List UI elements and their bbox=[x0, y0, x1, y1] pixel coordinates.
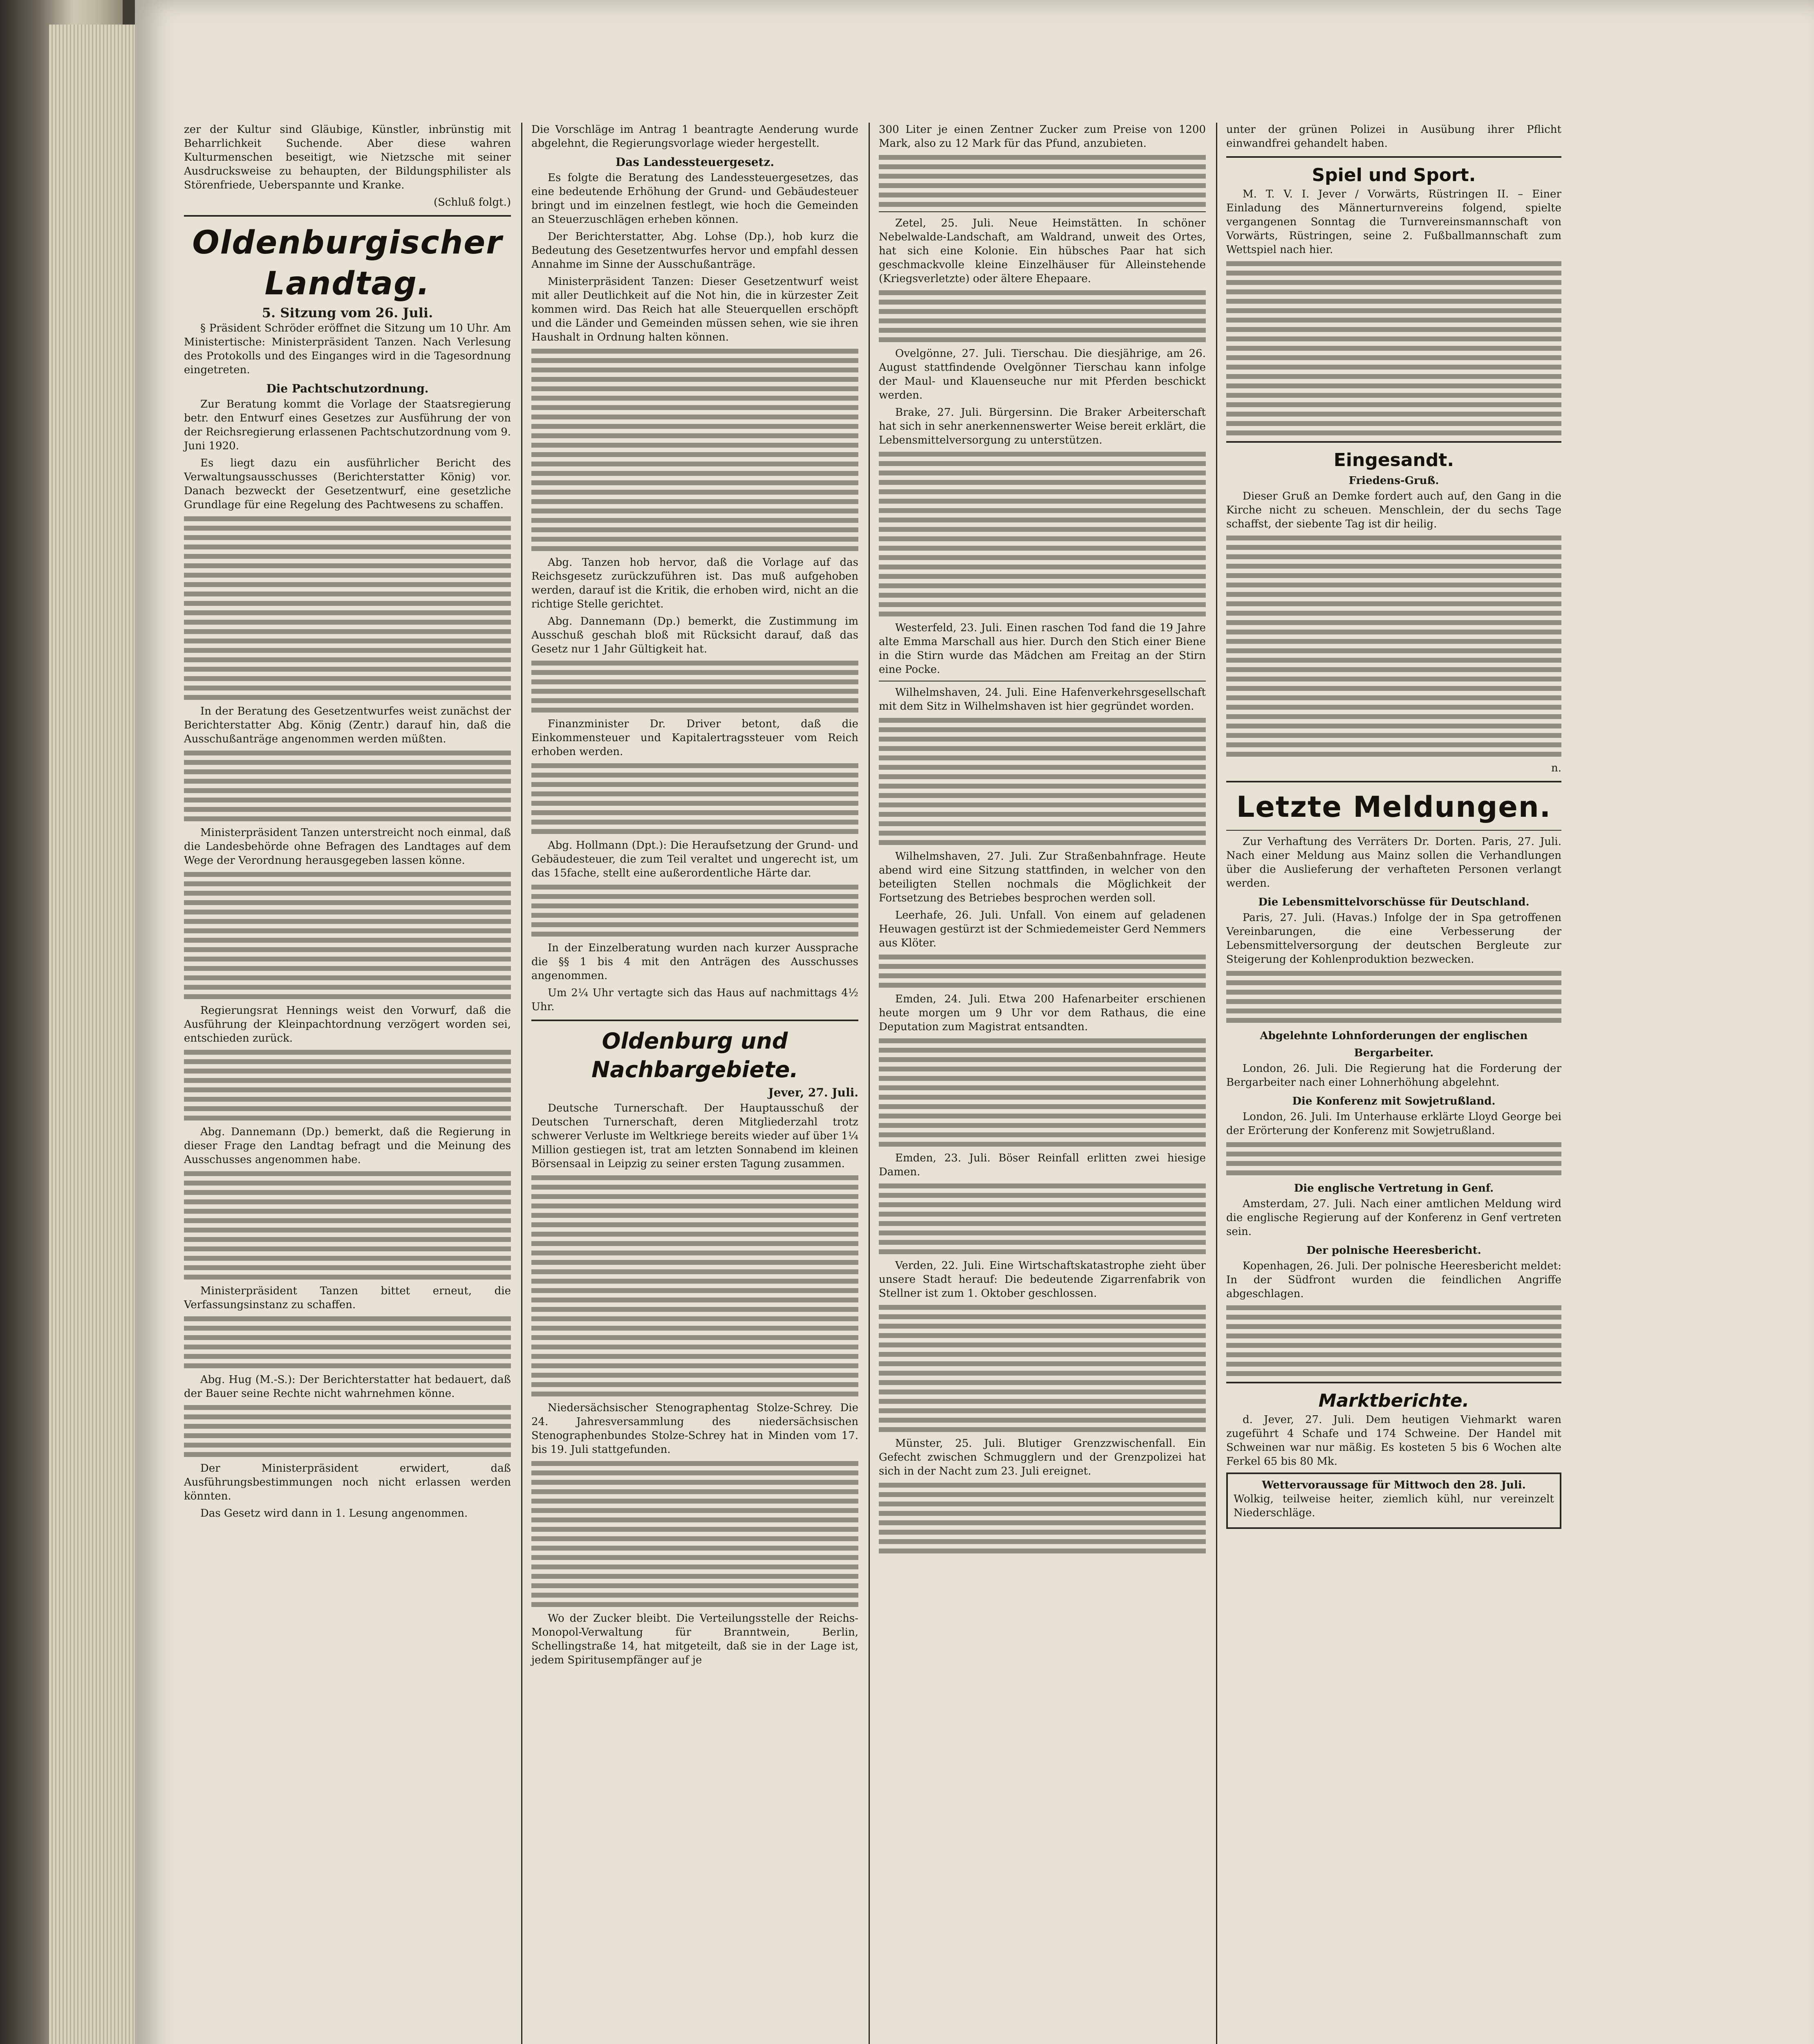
text-block bbox=[1226, 261, 1561, 435]
text-block bbox=[184, 516, 511, 700]
paragraph: Niedersächsischer Stenographentag Stolze-Schrey. Die 24. Jahresversammlung des niedersächsischen Stenographenbundes Stolze-Schrey hat in Minden vom 17. bis 19. Juli stattgefunden. bbox=[531, 1402, 858, 1456]
text-block bbox=[1226, 536, 1561, 757]
text-block bbox=[184, 1405, 511, 1457]
intro-text: zer der Kultur sind Gläubige, Künstler, inbrünstig mit Beharrlichkeit Suchende. Aber diese wahren Kulturmenschen beseitigt, wie Nietzsche mit seiner Ausdrucksweise zu behaupten, der Bildungsphilister als Störenfriede, Ueberspannte und Kranke. bbox=[184, 123, 511, 191]
text-block bbox=[531, 885, 858, 937]
paragraph: Es liegt dazu ein ausführlicher Bericht des Verwaltungsausschusses (Berichterstatter König) vor. Danach bezweckt der Gesetzentwurf, eine gesetzliche Grundlage für eine Regelung des Pachtwesens zu schaffen. bbox=[184, 457, 511, 511]
text-block bbox=[1226, 1305, 1561, 1376]
subheading: Die Lebensmittelvorschüsse für Deutschland. bbox=[1258, 896, 1530, 908]
section-title-oldenburg: Oldenburg und Nachbargebiete. bbox=[591, 1028, 798, 1083]
column-2 bbox=[531, 123, 858, 1670]
paragraph: Zur Verhaftung des Verräters Dr. Dorten. Paris, 27. Juli. Nach einer Meldung aus Mainz sollen die Verhandlungen über die Auslieferung der verhafteten Personen verlangt werden. bbox=[1226, 836, 1561, 890]
divider bbox=[879, 211, 1206, 212]
paragraph: d. Jever, 27. Juli. Dem heutigen Viehmarkt waren zugeführt 4 Schafe und 174 Schweine. Der Handel mit Schweinen war nur mäßig. Es kosteten 5 bis 6 Wochen alte Ferkel 65 bis 80 Mk. bbox=[1226, 1414, 1561, 1468]
column-1 bbox=[184, 123, 511, 1524]
subheading: Friedens-Gruß. bbox=[1348, 475, 1439, 487]
paragraph: London, 26. Juli. Die Regierung hat die Forderung der Bergarbeiter nach einer Lohnerhöhung abgelehnt. bbox=[1226, 1062, 1561, 1089]
divider bbox=[1226, 1382, 1561, 1383]
subheading: Abgelehnte Lohnforderungen der englischen Bergarbeiter. bbox=[1260, 1030, 1528, 1059]
text-block bbox=[531, 1175, 858, 1396]
paragraph: Verden, 22. Juli. Eine Wirtschaftskatastrophe zieht über unsere Stadt herauf: Die bedeutende Zigarrenfabrik von Stellner ist zum 1. Oktober geschlossen. bbox=[879, 1260, 1206, 1300]
text-block bbox=[879, 1483, 1206, 1553]
subheading: Die Pachtschutzordnung. bbox=[266, 382, 429, 395]
paragraph: Regierungsrat Hennings weist den Vorwurf, daß die Ausführung der Kleinpachtordnung verzögert worden sei, entschieden zurück. bbox=[184, 1004, 511, 1044]
paragraph: Kopenhagen, 26. Juli. Der polnische Heeresbericht meldet: In der Südfront wurden die feindlichen Angriffe abgeschlagen. bbox=[1226, 1260, 1561, 1300]
section-title-sport: Spiel und Sport. bbox=[1312, 165, 1476, 186]
paragraph: Ministerpräsident Tanzen unterstreicht noch einmal, daß die Landesbehörde ohne Befragen des Landtages auf dem Wege der Verordnung herausgegeben lassen könne. bbox=[184, 827, 511, 867]
divider bbox=[1226, 830, 1561, 831]
divider bbox=[1226, 441, 1561, 443]
paragraph: unter der grünen Polizei in Ausübung ihrer Pflicht einwandfrei gehandelt haben. bbox=[1226, 123, 1561, 150]
paragraph: London, 26. Juli. Im Unterhause erklärte Lloyd George bei der Erörterung der Konferenz mit Sowjetrußland. bbox=[1226, 1111, 1561, 1137]
paragraph: Abg. Hug (M.-S.): Der Berichterstatter hat bedauert, daß der Bauer seine Rechte nicht wahrnehmen könne. bbox=[184, 1374, 511, 1400]
section-title-landtag: Oldenburgischer Landtag. bbox=[192, 224, 503, 302]
text-block bbox=[184, 1050, 511, 1121]
paragraph: Ministerpräsident Tanzen bittet erneut, die Verfassungsinstanz zu schaffen. bbox=[184, 1285, 511, 1311]
divider bbox=[531, 1020, 858, 1021]
subheading: Das Landessteuergesetz. bbox=[615, 155, 775, 169]
paragraph: Leerhafe, 26. Juli. Unfall. Von einem auf geladenen Heuwagen gestürzt ist der Schmiedemeister Gerd Nemmers aus Klöter. bbox=[879, 909, 1206, 949]
weather-text: Wolkig, teilweise heiter, ziemlich kühl, nur vereinzelt Niederschläge. bbox=[1234, 1493, 1554, 1519]
intro-sign: (Schluß folgt.) bbox=[433, 196, 511, 208]
subheading: Die englische Vertretung in Genf. bbox=[1294, 1182, 1494, 1195]
paragraph: Wilhelmshaven, 27. Juli. Zur Straßenbahnfrage. Heute abend wird eine Sitzung stattfinden, in welcher von den beteiligten Stellen nochmals die Möglichkeit der Fortsetzung des Betriebes besprochen werden soll. bbox=[879, 850, 1206, 904]
text-block bbox=[184, 751, 511, 821]
text-block bbox=[184, 1316, 511, 1368]
paragraph: Deutsche Turnerschaft. Der Hauptausschuß der Deutschen Turnerschaft, deren Mitgliederzahl trotz schwerer Verluste im Weltkriege bereits wieder auf über 1¼ Million gestiegen ist, trat am letzten Sonnabend im kleinen Börsensaal in Leipzig zu seiner ersten Tagung zusammen. bbox=[531, 1102, 858, 1170]
paragraph: Es folgte die Beratung des Landessteuergesetzes, das eine bedeutende Erhöhung der Grund- und Gebäudesteuer bringt und im einzelnen festlegt, wie hoch die Gemeinden an Steuerzuschlägen erheben können. bbox=[531, 172, 858, 226]
paragraph: Ministerpräsident Tanzen: Dieser Gesetzentwurf weist mit aller Deutlichkeit auf die Not hin, die in kürzester Zeit kommen wird. Das Reich hat alle Steuerquellen erschöpft und die Länder und Gemeinden müssen sehen, wie sie ihren Haushalt in Ordnung halten können. bbox=[531, 276, 858, 343]
text-block bbox=[531, 349, 858, 551]
text-block bbox=[184, 1171, 511, 1280]
paragraph: In der Einzelberatung wurden nach kurzer Aussprache die §§ 1 bis 4 mit den Anträgen des Ausschusses angenommen. bbox=[531, 942, 858, 982]
paragraph: Münster, 25. Juli. Blutiger Grenzzwischenfall. Ein Gefecht zwischen Schmugglern und der Grenzpolizei hat sich in der Nacht zum 23. Juli ereignet. bbox=[879, 1437, 1206, 1477]
text-block bbox=[879, 1305, 1206, 1432]
paragraph: M. T. V. I. Jever / Vorwärts, Rüstringen II. – Einer Einladung des Männerturnvereins folgend, spielte vergangenen Sonntag die Turnvereinsmannschaft von Vorwärts, Rüstringen, seine 2. Fußballmannschaft zum Wettspiel nach hier. bbox=[1226, 188, 1561, 256]
text-block bbox=[879, 1038, 1206, 1147]
text-block bbox=[879, 290, 1206, 342]
paragraph: Die Vorschläge im Antrag 1 beantragte Aenderung wurde abgelehnt, die Regierungsvorlage wieder hergestellt. bbox=[531, 123, 858, 150]
paragraph: Abg. Tanzen hob hervor, daß die Vorlage auf das Reichsgesetz zurückzuführen ist. Das muß aufgehoben werden, darauf ist die Kritik, die erhoben wird, nicht an die richtige Stelle gerichtet. bbox=[531, 556, 858, 610]
paragraph: Westerfeld, 23. Juli. Einen raschen Tod fand die 19 Jahre alte Emma Marschall aus hier. Durch den Stich einer Biene in die Stirn wurde das Mädchen am Freitag an der Stirn eine Pocke. bbox=[879, 622, 1206, 676]
text-block bbox=[879, 452, 1206, 616]
divider bbox=[1226, 781, 1561, 782]
paragraph: Das Gesetz wird dann in 1. Lesung angenommen. bbox=[200, 1507, 468, 1520]
weather-title: Wettervoraussage für Mittwoch den 28. Juli. bbox=[1262, 1479, 1526, 1491]
section-title-markt: Marktberichte. bbox=[1318, 1390, 1469, 1411]
paragraph: Brake, 27. Juli. Bürgersinn. Die Braker Arbeiterschaft hat sich in sehr anerkennenswerter Weise bereit erklärt, die Lebensmittelversorgung zu unterstützen. bbox=[879, 406, 1206, 446]
subheading: Die Konferenz mit Sowjetrußland. bbox=[1292, 1095, 1496, 1107]
divider bbox=[1226, 156, 1561, 158]
text-block bbox=[879, 155, 1206, 207]
signature: n. bbox=[1551, 762, 1561, 774]
column-rule bbox=[1216, 123, 1217, 2044]
paragraph: Paris, 27. Juli. (Havas.) Infolge der in Spa getroffenen Vereinbarungen, die eine Verbesserung der Lebensmittelversorgung der deutschen Bergleute zur Steigerung der Kohlenproduktion bezwecken. bbox=[1226, 912, 1561, 966]
paragraph: Um 2¼ Uhr vertagte sich das Haus auf nachmittags 4½ Uhr. bbox=[531, 987, 858, 1013]
newspaper-page bbox=[135, 0, 1814, 2044]
column-rule bbox=[869, 123, 870, 2044]
text-block bbox=[531, 661, 858, 713]
paragraph: Ovelgönne, 27. Juli. Tierschau. Die diesjährige, am 26. August stattfindende Ovelgönner Tierschau kann infolge der Maul- und Klauenseuche nur mit Pferden beschickt werden. bbox=[879, 347, 1206, 401]
divider bbox=[184, 215, 511, 217]
text-block bbox=[184, 872, 511, 999]
paragraph: Amsterdam, 27. Juli. Nach einer amtlichen Meldung wird die englische Regierung auf der Konferenz in Genf vertreten sein. bbox=[1226, 1198, 1561, 1238]
text-block bbox=[1226, 1142, 1561, 1175]
paragraph: Zetel, 25. Juli. Neue Heimstätten. In schöner Nebelwalde-Landschaft, am Waldrand, unweit des Ortes, hat sich eine Kolonie. Ein hübsches Paar hat sich geschmackvolle kleine Einzelhäuser für Alleinstehende (Kriegsverletzte) oder ältere Ehepaare. bbox=[879, 217, 1206, 285]
session-title: 5. Sitzung vom 26. Juli. bbox=[262, 305, 433, 320]
text-block bbox=[879, 1183, 1206, 1254]
paragraph: Abg. Dannemann (Dp.) bemerkt, die Zustimmung im Ausschuß geschah bloß mit Rücksicht darauf, daß das Gesetz nur 1 Jahr Gültigkeit hat. bbox=[531, 615, 858, 655]
paragraph: 300 Liter je einen Zentner Zucker zum Preise von 1200 Mark, also zu 12 Mark für das Pfund, anzubieten. bbox=[879, 123, 1206, 150]
text-block bbox=[879, 955, 1206, 988]
paragraph: Dieser Gruß an Demke fordert auch auf, den Gang in die Kirche nicht zu scheuen. Menschlein, der du sechs Tage schaffst, der siebente Tag ist dir heilig. bbox=[1226, 490, 1561, 530]
column-4 bbox=[1226, 123, 1561, 1529]
paragraph: Wo der Zucker bleibt. Die Verteilungsstelle der Reichs-Monopol-Verwaltung für Branntwein, Berlin, Schellingstraße 14, hat mitgeteilt, daß sie in der Lage ist, jedem Spiritusempfänger auf je bbox=[531, 1612, 858, 1666]
section-title-letzte: Letzte Meldungen. bbox=[1236, 790, 1552, 824]
paragraph: Der Ministerpräsident erwidert, daß Ausführungsbestimmungen noch nicht erlassen werden könnten. bbox=[184, 1462, 511, 1502]
weather-box bbox=[1226, 1472, 1561, 1529]
paragraph: Finanzminister Dr. Driver betont, daß die Einkommensteuer und Kapitalertragssteuer vom Reich erhoben werden. bbox=[531, 718, 858, 758]
dateline: Jever, 27. Juli. bbox=[768, 1086, 858, 1099]
paragraph: Abg. Dannemann (Dp.) bemerkt, daß die Regierung in dieser Frage den Landtag befragt und die Meinung des Ausschusses angenommen habe. bbox=[184, 1126, 511, 1166]
paragraph: Wilhelmshaven, 24. Juli. Eine Hafenverkehrsgesellschaft mit dem Sitz in Wilhelmshaven ist hier gegründet worden. bbox=[879, 686, 1206, 713]
paragraph: Emden, 24. Juli. Etwa 200 Hafenarbeiter erschienen heute morgen um 9 Uhr vor dem Rathaus, die eine Deputation zum Magistrat entsandten. bbox=[879, 993, 1206, 1033]
text-block bbox=[531, 763, 858, 834]
paragraph: Der Berichterstatter, Abg. Lohse (Dp.), hob kurz die Bedeutung des Gesetzentwurfes hervor und empfahl dessen Annahme im Sinne der Ausschußanträge. bbox=[531, 231, 858, 271]
text-block bbox=[879, 718, 1206, 845]
paragraph: In der Beratung des Gesetzentwurfes weist zunächst der Berichterstatter Abg. König (Zentr.) darauf hin, daß die Ausschußanträge angenommen werden müßten. bbox=[184, 705, 511, 745]
text-block bbox=[1226, 971, 1561, 1023]
column-rule bbox=[521, 123, 522, 2044]
paragraph: Abg. Hollmann (Dpt.): Die Heraufsetzung der Grund- und Gebäudesteuer, die zum Teil veraltet und ungerecht ist, um das 15fache, stellt eine außerordentliche Härte dar. bbox=[531, 839, 858, 879]
column-3 bbox=[879, 123, 1206, 1558]
section-title-eingesandt: Eingesandt. bbox=[1333, 450, 1454, 471]
text-block bbox=[531, 1461, 858, 1607]
paragraph: § Präsident Schröder eröffnet die Sitzung um 10 Uhr. Am Ministertische: Ministerpräsident Tanzen. Nach Verlesung des Protokolls und des Einganges wird in die Tagesordnung eingetreten. bbox=[184, 322, 511, 376]
subheading: Der polnische Heeresbericht. bbox=[1306, 1244, 1481, 1257]
paragraph: Emden, 23. Juli. Böser Reinfall erlitten zwei hiesige Damen. bbox=[879, 1152, 1206, 1178]
paragraph: Zur Beratung kommt die Vorlage der Staatsregierung betr. den Entwurf eines Gesetzes zur Ausführung der von der Reichsregierung erlassenen Pachtschutzordnung vom 9. Juni 1920. bbox=[184, 398, 511, 452]
